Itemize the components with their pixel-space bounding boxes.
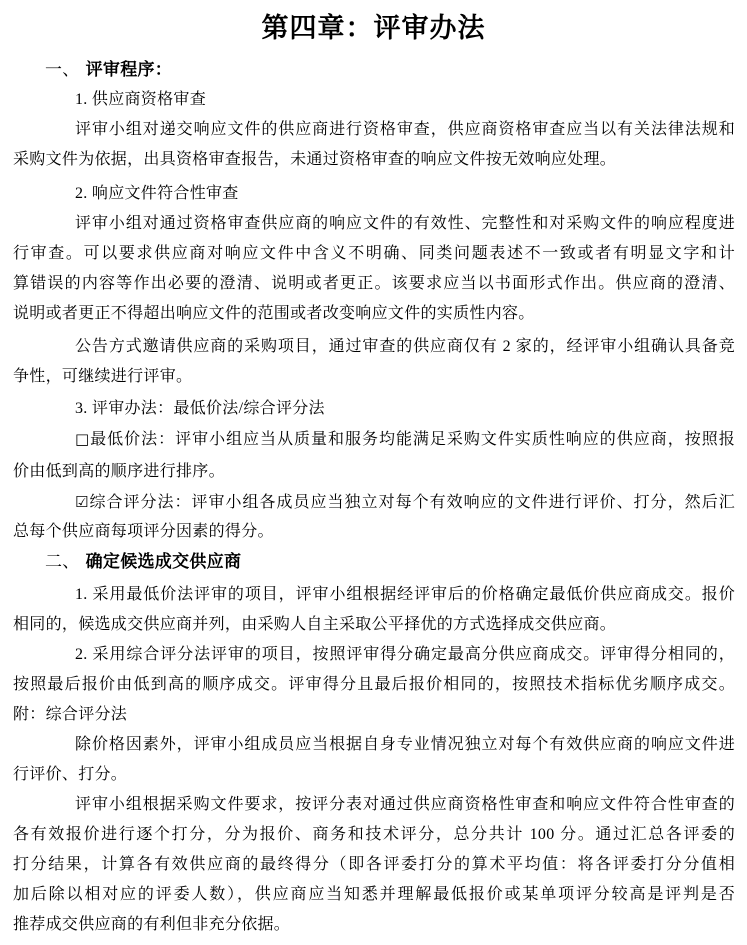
document-body: [0, 46, 747, 940]
doc-line: 2. 采用综合评分法评审的项目，按照评审得分确定最高分供应商成交。评审得分相同的，: [75, 646, 735, 663]
doc-line: 算错误的内容等作出必要的澄清、说明或者更正。该要求应当以书面形式作出。供应商的澄清、: [13, 275, 735, 292]
doc-line: 公告方式邀请供应商的采购项目，通过审查的供应商仅有 2 家的，经评审小组确认具备竞: [75, 338, 735, 355]
doc-line: 行评价、打分。: [13, 766, 128, 783]
line-text: 综合评分法：评审小组各成员应当独立对每个有效响应的文件进行评价、打分，然后汇: [88, 494, 735, 511]
doc-line: [0, 487, 747, 517]
doc-line: 加后除以相对应的评委人数），供应商应当知悉并理解最低报价或某单项评分较高是评判是否: [13, 886, 735, 903]
heading-number: 二、: [45, 552, 80, 571]
chapter-title: 第四章：评审办法: [261, 13, 486, 43]
doc-line: 评审小组对递交响应文件的供应商进行资格审查，供应商资格审查应当以有关法律法规和: [75, 121, 735, 138]
section-heading: [0, 547, 747, 577]
line-text: 最低价法：评审小组应当从质量和服务均能满足采购文件实质性响应的供应商，按照报: [90, 431, 735, 448]
heading-number: 一、: [45, 60, 80, 79]
doc-line: [0, 424, 747, 454]
checkbox-checked-icon: ☑: [75, 493, 89, 511]
section-heading: [0, 55, 747, 85]
checkbox-unchecked-icon: □: [75, 430, 91, 448]
doc-line: 相同的，候选成交供应商并列，由采购人自主采取公平择优的方式选择成交供应商。: [13, 616, 617, 633]
heading-label: 评审程序：: [85, 60, 173, 79]
doc-line: 各有效报价进行逐个打分，分为报价、商务和技术评分，总分共计 100 分。通过汇总各评委的: [13, 826, 735, 843]
doc-line: 行审查。可以要求供应商对响应文件中含义不明确、同类问题表述不一致或者有明显文字和计: [13, 245, 735, 262]
heading-label: 确定候选成交供应商: [85, 552, 242, 571]
doc-line: 说明或者更正不得超出响应文件的范围或者改变响应文件的实质性内容。: [13, 305, 535, 322]
doc-line: 评审小组对通过资格审查供应商的响应文件的有效性、完整性和对采购文件的响应程度进: [75, 215, 735, 232]
doc-line: 总每个供应商每项评分因素的得分。: [13, 523, 274, 540]
doc-line: 打分结果，计算各有效供应商的最终得分（即各评委打分的算术平均值：将各评委打分分值相: [13, 856, 735, 873]
doc-line: 评审小组根据采购文件要求，按评分表对通过供应商资格性审查和响应文件符合性审查的: [75, 796, 735, 813]
doc-line: 1. 供应商资格审查: [75, 91, 207, 108]
doc-line: 2. 响应文件符合性审查: [75, 185, 239, 202]
doc-line: 除价格因素外，评审小组成员应当根据自身专业情况独立对每个有效供应商的响应文件进: [75, 736, 735, 753]
doc-line: 附：综合评分法: [13, 706, 128, 723]
doc-line: 采购文件为依据，出具资格审查报告，未通过资格审查的响应文件按无效响应处理。: [13, 151, 617, 168]
doc-line: 3. 评审办法：最低价法/综合评分法: [75, 400, 325, 417]
doc-line: 价由低到高的顺序进行排序。: [13, 463, 225, 480]
doc-line: 1. 采用最低价法评审的项目，评审小组根据经评审后的价格确定最低价供应商成交。报价: [75, 586, 735, 603]
doc-line: 推荐成交供应商的有利但非充分依据。: [13, 916, 291, 933]
doc-line: 按照最后报价由低到高的顺序成交。评审得分且最后报价相同的，按照技术指标优劣顺序成交。: [13, 676, 735, 693]
doc-line: 争性，可继续进行评审。: [13, 368, 193, 385]
